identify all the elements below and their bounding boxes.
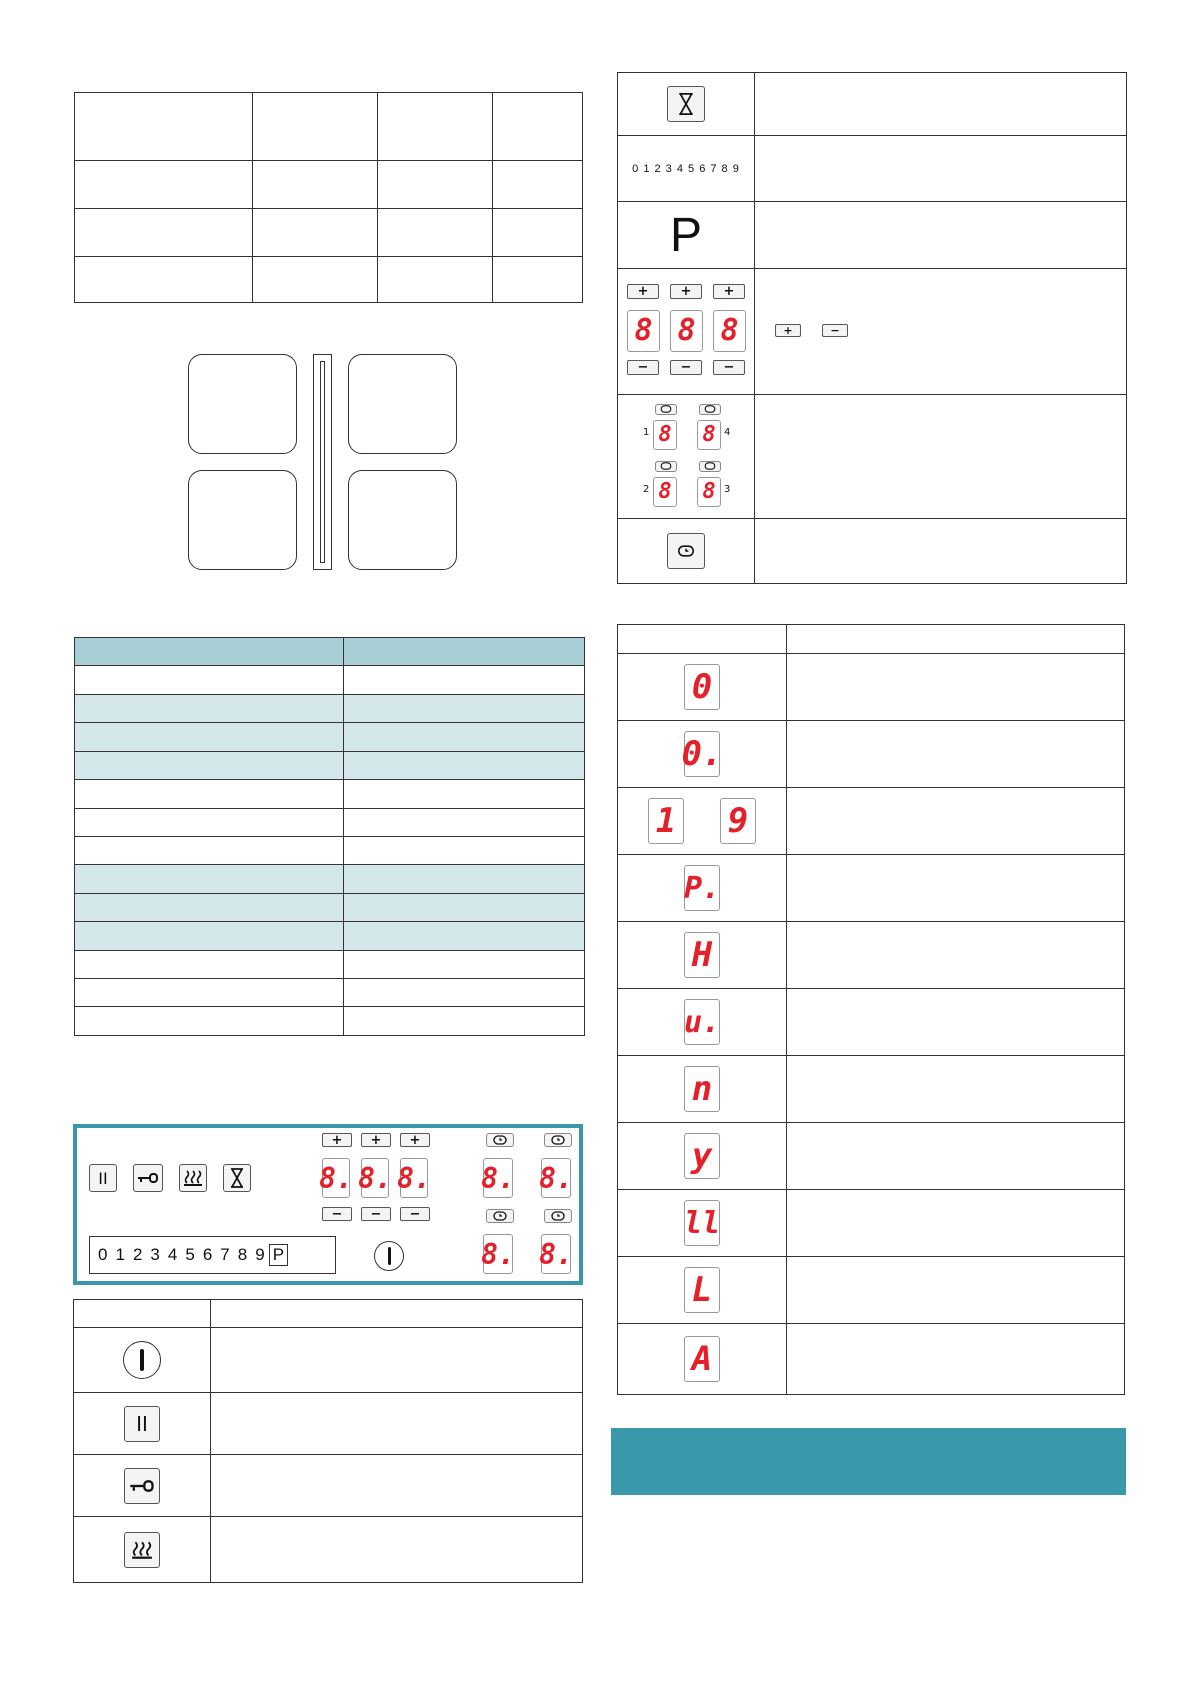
display-digit: 1 [648, 798, 684, 844]
key-lock-key[interactable] [133, 1164, 163, 1192]
hourglass-icon [229, 1168, 245, 1188]
scale-5: 5 [185, 1245, 195, 1264]
scale-2: 2 [132, 1245, 143, 1264]
scale-9: 9 [255, 1245, 265, 1264]
symbol-table-right [617, 72, 1127, 584]
zone-digit: 8 [653, 420, 677, 450]
clock-icon [493, 1211, 507, 1221]
timer-plus: + [670, 284, 702, 299]
clock-icon [660, 462, 672, 470]
keep-warm-icon [124, 1532, 160, 1568]
heat-waves-icon [183, 1169, 203, 1187]
zone-timer-key-2[interactable] [544, 1133, 572, 1147]
clock-icon [551, 1135, 565, 1145]
display-digit: L [684, 1267, 720, 1313]
scale-8: 8 [237, 1245, 248, 1264]
display-digit: P. [684, 865, 720, 911]
display-digit: 0 [684, 664, 720, 710]
display-digit: y [684, 1133, 720, 1179]
zone-number-3: 3 [724, 483, 731, 495]
timer-digit-2: 8. [361, 1158, 389, 1198]
zone-digit: 8 [697, 477, 721, 507]
zone-digit-4: 8. [541, 1234, 571, 1274]
symbol-table-left [73, 1299, 583, 1583]
key-lock-icon [124, 1468, 160, 1504]
zone-digit: 8 [697, 420, 721, 450]
zone-front-left [188, 354, 297, 454]
timer-key[interactable] [223, 1164, 251, 1192]
zone-timer-illustration [618, 396, 754, 518]
power-scale-label: 0 1 2 3 4 5 6 7 8 9 [632, 162, 740, 175]
zone-timer-key-3[interactable] [486, 1209, 514, 1223]
zone-digit-2: 8. [541, 1158, 571, 1198]
hob-diagram [186, 352, 458, 570]
clock-icon [704, 462, 716, 470]
keep-warm-key[interactable] [179, 1164, 207, 1192]
clock-icon [493, 1135, 507, 1145]
p-symbol: P [669, 208, 702, 262]
plus-key-icon: + [775, 324, 801, 337]
display-digit: ll [684, 1200, 720, 1246]
power-scale-slider[interactable] [89, 1236, 336, 1274]
timer-digit: 8 [670, 310, 703, 352]
timer-plus: + [627, 284, 659, 299]
zone-digit-3: 8. [483, 1234, 513, 1274]
clock-icon [551, 1211, 565, 1221]
scale-6: 6 [202, 1245, 213, 1264]
scale-7: 7 [220, 1245, 230, 1264]
timer-plus: + [713, 284, 745, 299]
control-strip [313, 354, 332, 570]
timer-plus-3[interactable]: + [400, 1133, 430, 1147]
section-banner [611, 1428, 1126, 1495]
display-digit: u. [684, 999, 720, 1045]
timer-plus-1[interactable]: + [322, 1133, 352, 1147]
zone-front-right [348, 354, 457, 454]
scale-1: 1 [115, 1245, 125, 1264]
scale-0: 0 [98, 1245, 108, 1264]
zone-number-4: 4 [724, 426, 731, 438]
pause-icon: II [124, 1406, 160, 1442]
display-digit: 9 [720, 798, 756, 844]
timer-minus: − [670, 360, 702, 375]
timer-minus-2[interactable]: − [361, 1207, 391, 1221]
specification-table [74, 637, 585, 1036]
scale-p-key[interactable]: P [269, 1244, 288, 1266]
scale-3: 3 [150, 1245, 160, 1264]
timer-digit: 8 [627, 310, 660, 352]
minus-key-icon: − [822, 324, 848, 337]
power-icon [388, 1247, 391, 1265]
timer-minus-1[interactable]: − [322, 1207, 352, 1221]
zone-timer-key-4[interactable] [544, 1209, 572, 1223]
control-panel [73, 1124, 583, 1285]
clock-icon [660, 405, 672, 413]
timer-minus: − [627, 360, 659, 375]
power-icon [123, 1341, 161, 1379]
key-icon [137, 1172, 159, 1184]
hourglass-icon [667, 86, 705, 122]
timer-minus-3[interactable]: − [400, 1207, 430, 1221]
clock-icon [704, 405, 716, 413]
top-left-table [74, 92, 583, 303]
display-digit: 0. [684, 731, 720, 777]
pause-key[interactable]: II [89, 1164, 117, 1192]
zone-number-2: 2 [643, 483, 650, 495]
display-digit: n [684, 1066, 720, 1112]
timer-minus: − [713, 360, 745, 375]
timer-digit: 8 [713, 310, 746, 352]
zone-number-1: 1 [643, 426, 650, 438]
scale-4: 4 [167, 1245, 178, 1264]
display-digit: A [684, 1336, 720, 1382]
zone-digit-1: 8. [483, 1158, 513, 1198]
zone-digit: 8 [653, 477, 677, 507]
zone-back-right [348, 470, 457, 570]
timer-digit-1: 8. [322, 1158, 350, 1198]
timer-display-illustration [618, 270, 754, 394]
timer-plus-2[interactable]: + [361, 1133, 391, 1147]
display-indicator-table [617, 624, 1125, 1395]
zone-timer-key-1[interactable] [486, 1133, 514, 1147]
timer-digit-3: 8. [400, 1158, 428, 1198]
zone-timer-key-icon [667, 533, 705, 569]
zone-back-left [188, 470, 297, 570]
power-key[interactable] [374, 1241, 404, 1271]
display-digit: H [684, 932, 720, 978]
